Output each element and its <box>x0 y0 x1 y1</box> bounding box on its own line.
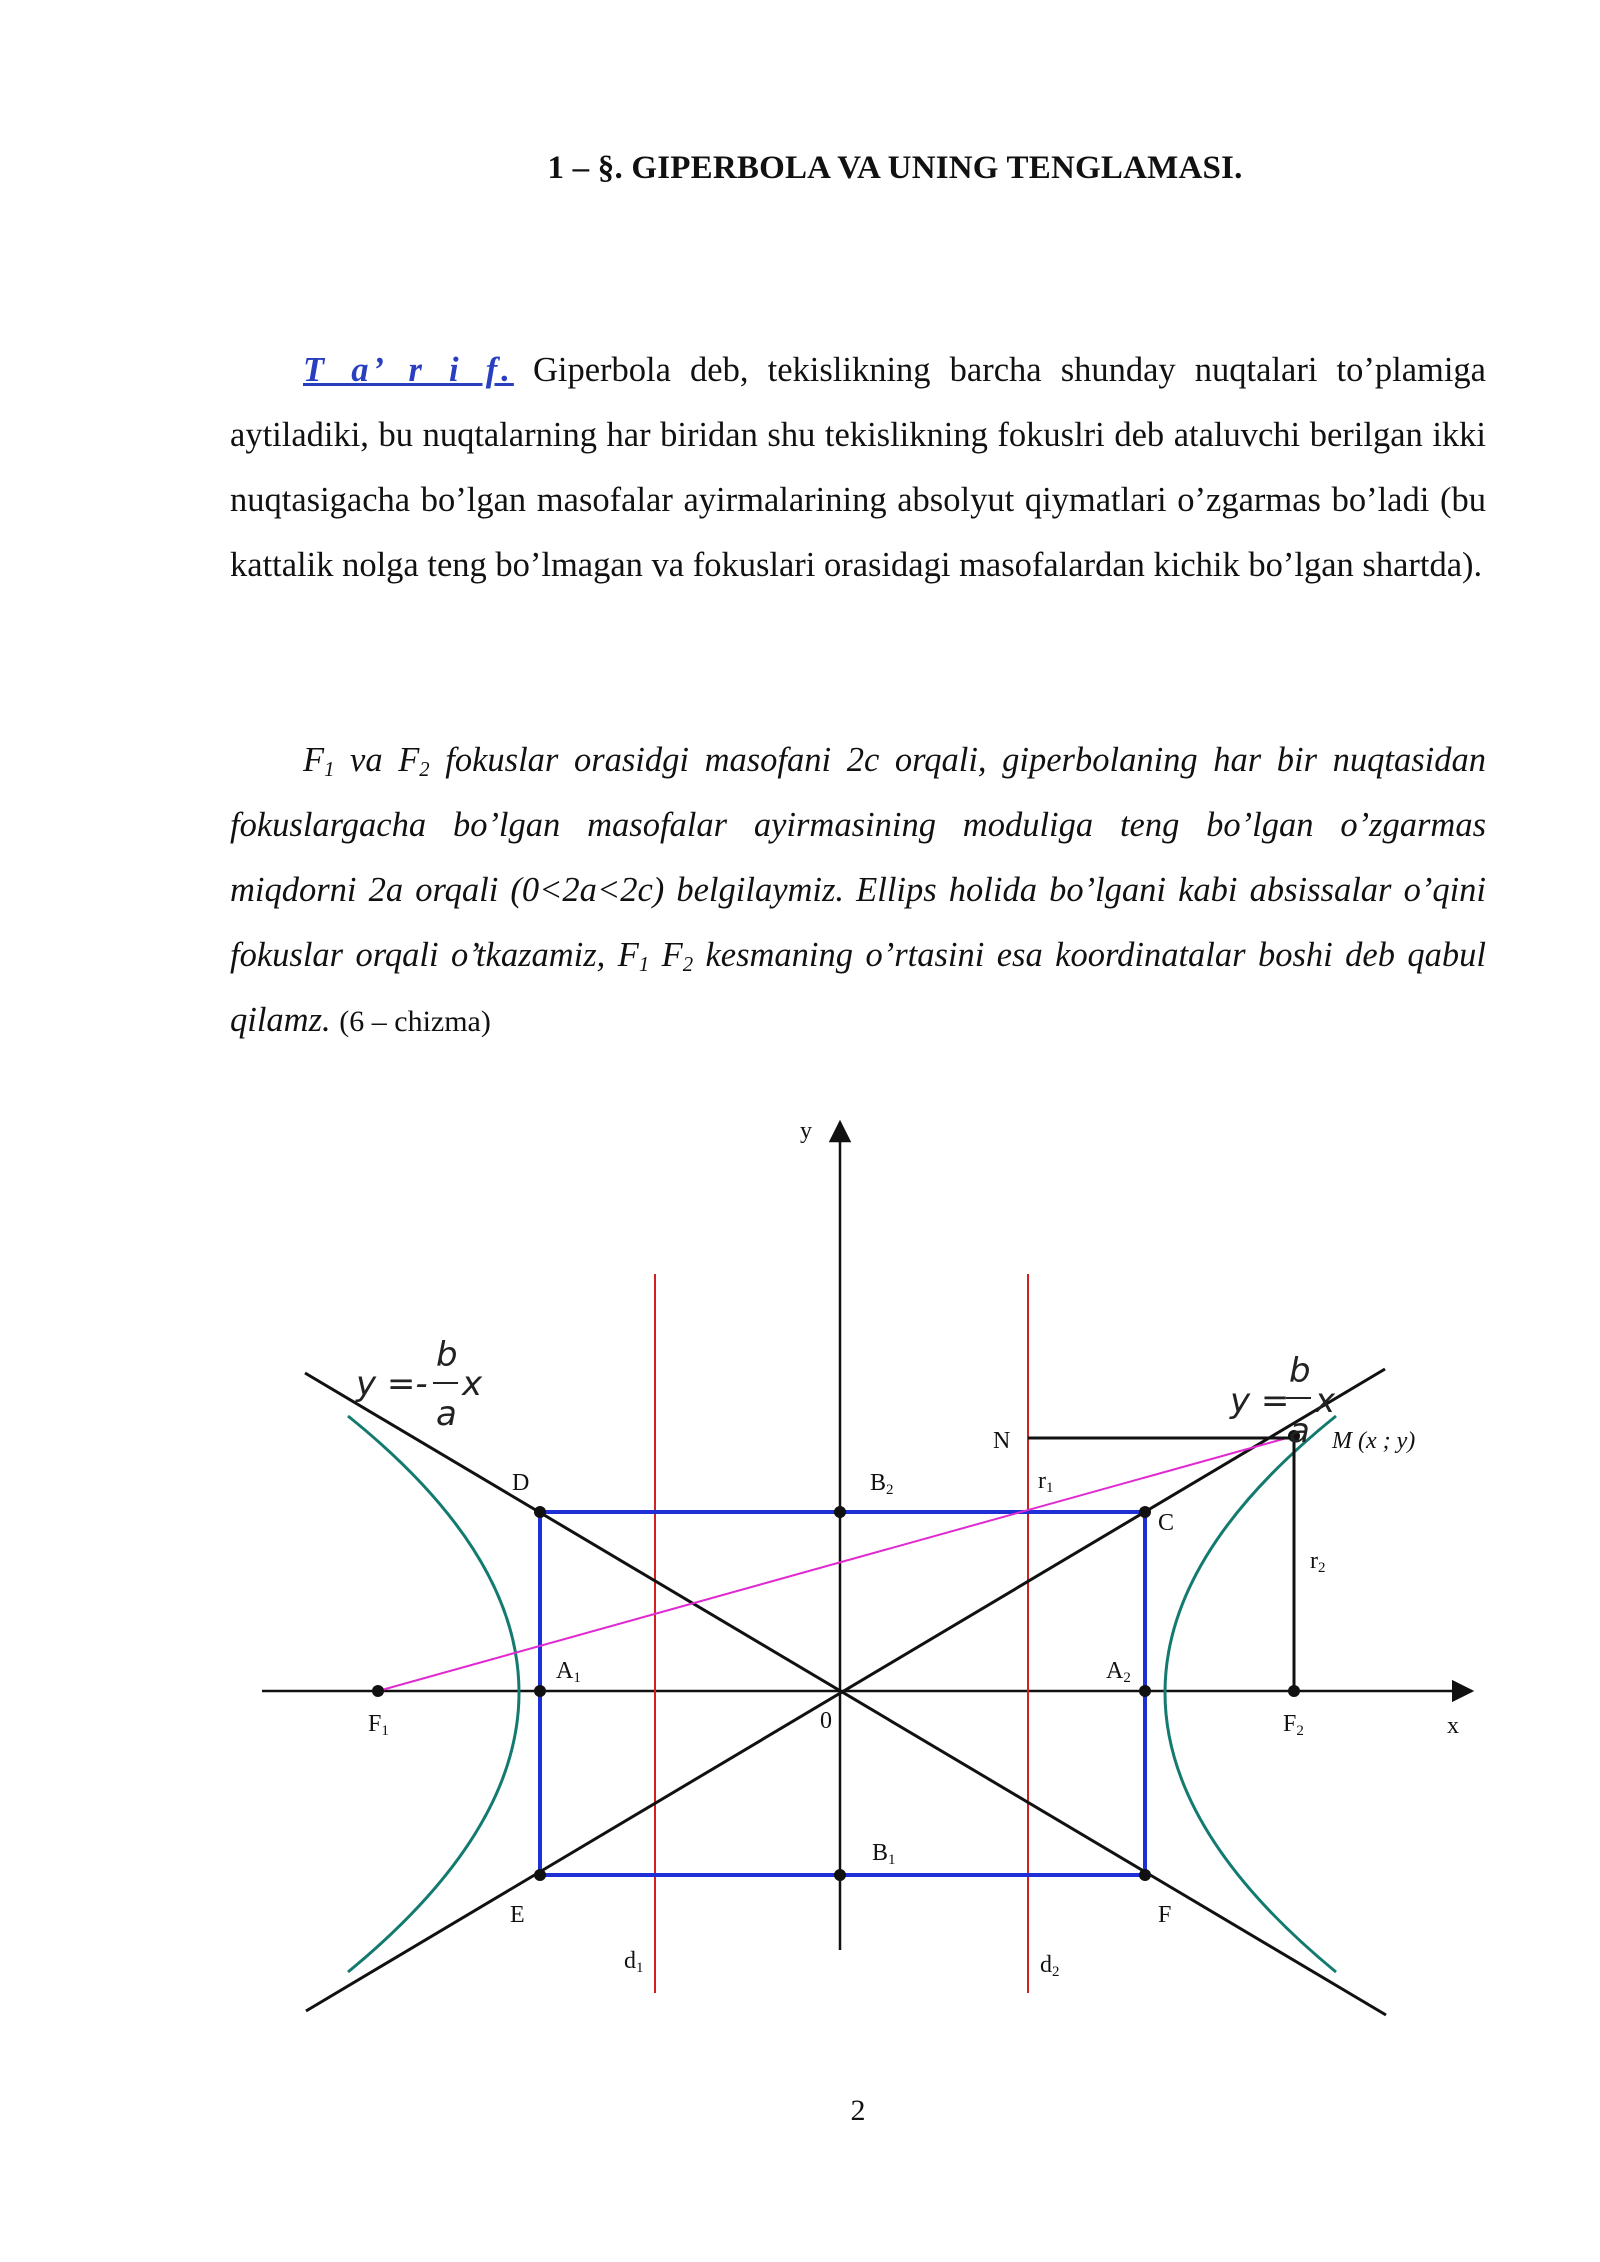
asymptote-negative <box>305 1373 1386 2015</box>
foci-text-part2: kesmaning o’rtasini esa koordinatalar boshi deb qabul qilamz. <box>230 936 1487 1039</box>
conjunction-va: va <box>350 741 383 779</box>
label-b2: B2 <box>870 1470 894 1498</box>
point-f2 <box>1288 1685 1300 1697</box>
point-a1 <box>534 1685 546 1697</box>
label-d2: d2 <box>1040 1952 1060 1980</box>
svg-text:b: b <box>1289 1351 1311 1391</box>
equation-right <box>1229 1351 1336 1451</box>
page-number: 2 <box>850 2094 866 2127</box>
label-f: F <box>1158 1902 1172 1928</box>
label-n: N <box>993 1428 1011 1454</box>
point-b1 <box>834 1869 846 1881</box>
label-b1: B1 <box>872 1840 896 1868</box>
label-d: D <box>512 1470 530 1496</box>
definition-text: Giperbola deb, tekislikning barcha shunday nuqtalari to’plamiga aytiladiki, bu nuqtalarning har biridan shu tekislikning fokuslri deb ataluvchi berilgan ikki nuqtasigacha bo’lgan masofalar ayirmalarining absolyut qiymatlari o’zgarmas bo’ladi (bu kattalik nolga teng bo’lmagan va fokuslari orasidagi masofalardan kichik bo’lgan shartda). <box>230 351 1486 584</box>
svg-text:x: x <box>462 1364 483 1404</box>
hyperbola-right-branch <box>1165 1416 1336 1972</box>
svg-text:a: a <box>436 1394 457 1434</box>
svg-text:y =: y = <box>1230 1381 1290 1421</box>
label-r1: r1 <box>1038 1468 1054 1496</box>
label-r2: r2 <box>1310 1548 1326 1576</box>
focus-2-symbol: F <box>398 741 420 779</box>
label-e: E <box>510 1902 525 1928</box>
point-c <box>1139 1506 1151 1518</box>
point-b2 <box>834 1506 846 1518</box>
segment-f1-subscript: 1 <box>638 954 650 977</box>
label-d1: d1 <box>624 1948 644 1976</box>
svg-text:x: x <box>1315 1381 1336 1421</box>
label-a2: A2 <box>1106 1658 1131 1686</box>
equation-left <box>355 1335 483 1434</box>
point-f <box>1139 1869 1151 1881</box>
label-m: M (x ; y) <box>1332 1428 1416 1454</box>
label-c: C <box>1158 1510 1175 1536</box>
point-a2 <box>1139 1685 1151 1697</box>
section-title: 1 – §. GIPERBOLA VA UNING TENGLAMASI. <box>547 150 1243 186</box>
svg-text:y =-: y =- <box>356 1364 428 1404</box>
foci-text-part1: fokuslar orasidgi masofani 2c orqali, giperbolaning har bir nuqtasidan fokuslargacha bo’lgan masofalar ayirmasining moduliga teng bo’lgan o’zgarmas miqdorni 2a orqali (0<2a<2c) belgilaymiz. Ellips holida bo’lgani kabi absissalar o’qini fokuslar orqali o’tkazamiz, <box>230 741 1487 974</box>
point-f1 <box>372 1685 384 1697</box>
focus-1-symbol: F <box>303 741 325 779</box>
svg-text:a: a <box>1289 1411 1310 1451</box>
x-axis-label: x <box>1447 1713 1459 1739</box>
segment-f2-subscript: 2 <box>682 954 694 977</box>
label-a1: A1 <box>556 1658 581 1686</box>
segment-f2-symbol: F <box>661 936 683 974</box>
focus-2-subscript: 2 <box>419 759 430 782</box>
points <box>372 1430 1300 1881</box>
label-f1: F1 <box>368 1711 389 1739</box>
svg-text:b: b <box>436 1335 458 1375</box>
point-d <box>534 1506 546 1518</box>
label-f2: F2 <box>1283 1711 1304 1739</box>
definition-label: T a’ r i f. <box>303 351 514 389</box>
origin-label: 0 <box>820 1708 832 1734</box>
figure-reference: (6 – chizma) <box>339 1005 491 1038</box>
focus-1-subscript: 1 <box>324 759 335 782</box>
y-axis-label: y <box>800 1118 812 1144</box>
segment-f1-symbol: F <box>617 936 639 974</box>
point-e <box>534 1869 546 1881</box>
